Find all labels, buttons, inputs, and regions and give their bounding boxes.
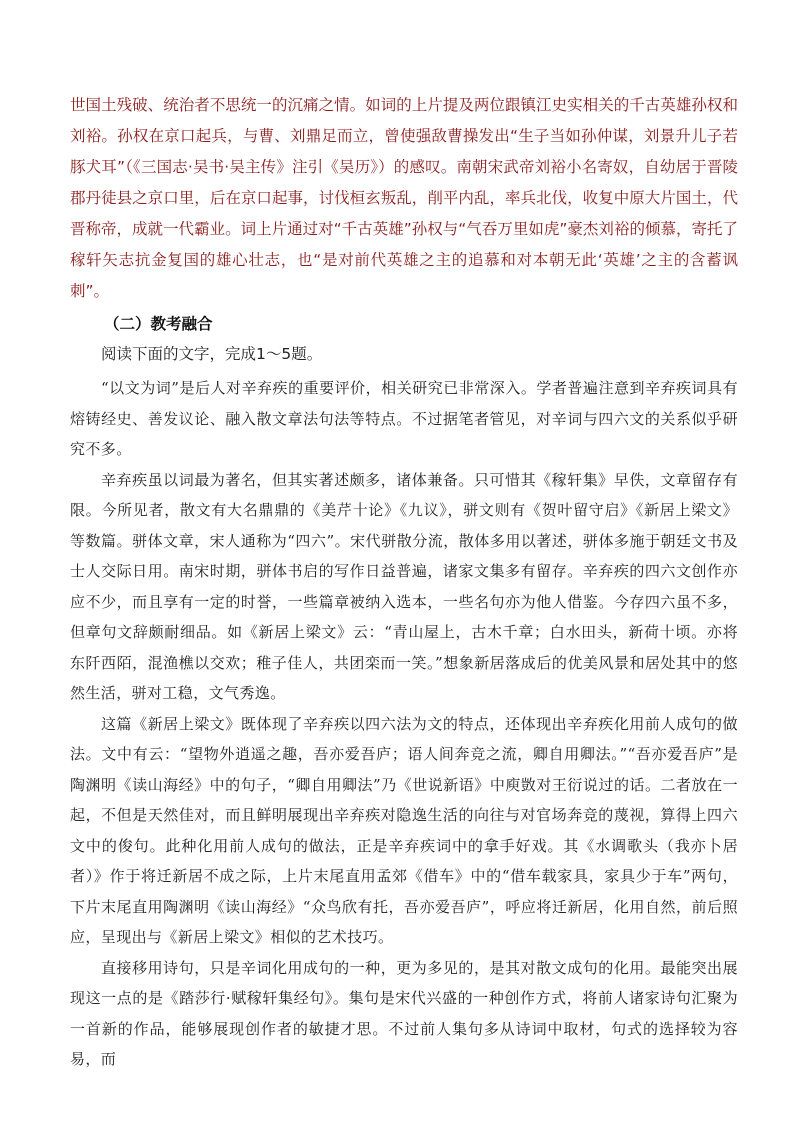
reading-paragraph-4: 直接移用诗句，只是辛词化用成句的一种，更为多见的，是其对散文成句的化用。最能突出展现这一点的是《踏莎行·赋稼轩集经句》。集句是宋代兴盛的一种创作方式，将前人诸家诗句汇聚为一首新的作品，能够展现创作者的敏捷才思。不过前人集句多从诗词中取材，句式的选择较为容易，而 [70, 958, 738, 1068]
reading-paragraph-2: 辛弃疾虽以词最为著名，但其实著述颇多，诸体兼备。只可惜其《稼轩集》早佚，文章留存有限。今所见者，散文有大名鼎鼎的《美芹十论》《九议》，骈文则有《贺叶留守启》《新居上梁文》等数篇。骈体文章，宋人通称为“四六”。宋代骈散分流，散体多用以著述，骈体多施于朝廷文书及士人交际日用。南宋时期，骈体书启的写作日益普遍，诸家文集多有留存。辛弃疾的四六文创作亦应不少，而且享有一定的时誉，一些篇章被纳入选本，一些名句亦为他人借鉴。今存四六虽不多，但章句文辞颇耐细品。如《新居上梁文》云：“青山屋上，古木千章；白水田头，新荷十顷。亦将东阡西陌，混渔樵以交欢；稚子佳人，共团栾而一笑。”想象新居落成后的优美风景和居处其中的悠然生活，骈对工稳，文气秀逸。 [70, 470, 738, 702]
reading-paragraph-1: “以文为词”是后人对辛弃疾的重要评价，相关研究已非常深入。学者普遍注意到辛弃疾词具有熔铸经史、善发议论、融入散文章法句法等特点。不过据笔者管见，对辛词与四六文的关系似乎研究不多。 [70, 379, 738, 458]
section-title: （二）教考融合 [104, 315, 213, 333]
commentary-paragraph: 世国土残破、统治者不思统一的沉痛之情。如词的上片提及两位跟镇江史实相关的千古英雄孙权和刘裕。孙权在京口起兵，与曹、刘鼎足而立，曾使强敌曹操发出“生子当如孙仲谋，刘景升儿子若豚犬耳”（《三国志·吴书·吴主传》注引《吴历》）的感叹。南朝宋武帝刘裕小名寄奴，自幼居于晋陵郡丹徒县之京口里，后在京口起事，讨伐桓玄叛乱，削平内乱，率兵北伐，收复中原大片国土，代晋称帝，成就一代霸业。词上片通过对“千古英雄”孙权与“气吞万里如虎”豪杰刘裕的倾慕，寄托了稼轩矢志抗金复国的雄心壮志，也“是对前代英雄之主的追慕和对本朝无此‘英雄’之主的含蓄讽刺”。 [70, 96, 738, 300]
reading-paragraph-3: 这篇《新居上梁文》既体现了辛弃疾以四六法为文的特点，还体现出辛弃疾化用前人成句的做法。文中有云：“望物外逍遥之趣，吾亦爱吾庐；语人间奔竞之流，卿自用卿法。”“吾亦爱吾庐”是陶渊明《读山海经》中的句子，“卿自用卿法”乃《世说新语》中庾敳对王衍说过的话。二者放在一起，不但是天然佳对，而且鲜明展现出辛弃疾对隐逸生活的向往与对官场奔竞的蔑视，算得上四六文中的俊句。此种化用前人成句的做法，正是辛弃疾词中的拿手好戏。其《水调歌头（我亦卜居者）》作于将迁新居不成之际，上片末尾直用孟郊《借车》中的“借车载家具，家具少于车”两句，下片末尾直用陶渊明《读山海经》“众鸟欣有托，吾亦爱吾庐”，呼应将迁新居，化用自然，前后照应，呈现出与《新居上梁文》相似的艺术技巧。 [70, 714, 738, 946]
instruction-text: 阅读下面的文字，完成1～5题。 [101, 345, 323, 363]
